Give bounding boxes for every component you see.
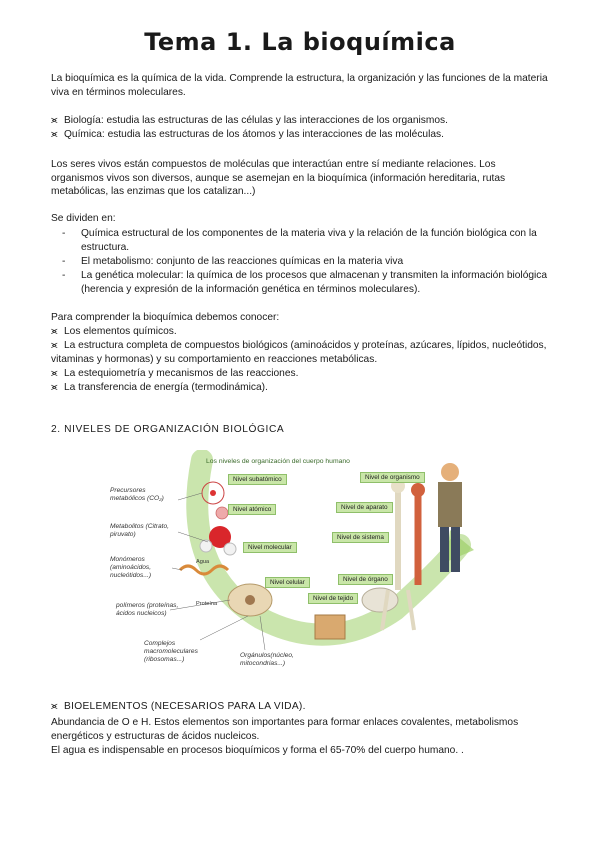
bullet-icon: ⪤ xyxy=(51,368,58,379)
composition-paragraph: Los seres vivos están compuestos de moléculas que interactúan entre sí mediante relaciones. Los organismos vivos son diversos, aunque se asemejan en la bioquímica (información hereditaria, rutas metabólicas, las enzimas que los catalizan...) xyxy=(51,159,506,198)
label-monomeros: Monómeros (aminoácidos, nucleótidos...) xyxy=(110,556,152,579)
level-molecular: Nivel molecular xyxy=(243,542,297,553)
level-subatomic: Nivel subatómico xyxy=(228,474,287,485)
knowledge-item: ⪤ Los elementos químicos. xyxy=(51,326,177,337)
branch-item: ⪤ Biología: estudia las estructuras de las células y las interacciones de los organismos. xyxy=(51,115,448,126)
label-precursores: Precursores metabólicos (CO₂) xyxy=(110,487,164,502)
level-apparatus: Nivel de aparato xyxy=(336,502,393,513)
label-organulos: Orgánulos(núcleo, mitocondrias...) xyxy=(240,652,294,667)
level-tissue: Nivel de tejido xyxy=(308,593,358,604)
label-polimeros: polímeros (proteínas, ácidos nucleicos) xyxy=(116,602,179,617)
branch-item: ⪤ Química: estudia las estructuras de los átomos y las interacciones de las moléculas. xyxy=(51,129,444,140)
bullet-icon: ⪤ xyxy=(51,340,58,351)
bullet-icon: ⪤ xyxy=(51,115,58,126)
page-title: Tema 1. La bioquímica xyxy=(144,28,456,56)
label-proteina: Proteína xyxy=(196,601,218,607)
label-complejos: Complejos macromoleculares (ribosomas...) xyxy=(144,640,198,663)
level-system: Nivel de sistema xyxy=(332,532,389,543)
bullet-icon: ⪤ xyxy=(51,129,58,140)
division-item: - La genética molecular: la química de los procesos que almacenan y transmiten la información biológica (herencia y expresión de la información genética en términos moleculares). xyxy=(62,270,548,295)
level-organ: Nivel de órgano xyxy=(338,574,393,585)
division-item: - Química estructural de los componentes de la materia viva y la relación de la función biológica con la estructura. xyxy=(62,228,537,253)
section-heading: 2. NIVELES DE ORGANIZACIÓN BIOLÓGICA xyxy=(51,424,285,435)
figure-heading: Los niveles de organización del cuerpo humano xyxy=(206,458,350,465)
intro-paragraph: La bioquímica es la química de la vida. Comprende la estructura, la organización y las funciones de la materia viva en términos moleculares. xyxy=(51,73,548,98)
bioelements-heading: ⪤ BIOELEMENTOS (NECESARIOS PARA LA VIDA). xyxy=(51,701,306,712)
knowledge-item: ⪤ La estequiometría y mecanismos de las reacciones. xyxy=(51,368,299,379)
bullet-icon: ⪤ xyxy=(51,701,58,712)
level-cellular: Nivel celular xyxy=(265,577,310,588)
divide-intro: Se dividen en: xyxy=(51,213,116,224)
level-organism: Nivel de organismo xyxy=(360,472,425,483)
bioelements-paragraph: Abundancia de O e H. Estos elementos son importantes para formar enlaces covalentes, metabolismos energéticos y estructuras de ácidos nucleicos. xyxy=(51,717,519,742)
bullet-icon: ⪤ xyxy=(51,326,58,337)
label-agua: Agua xyxy=(196,559,210,565)
label-metabolitos: Metabolitos (Citrato, piruvato) xyxy=(110,523,169,538)
level-atomic: Nivel atómico xyxy=(228,504,276,515)
knowledge-item: ⪤ La transferencia de energía (termodinámica). xyxy=(51,382,268,393)
knowledge-intro: Para comprender la bioquímica debemos conocer: xyxy=(51,312,280,323)
knowledge-item: ⪤ La estructura completa de compuestos biológicos (aminoácidos y proteínas, azúcares, lípidos, nucleótidos, vitaminas y hormonas) y su comportamiento en reacciones metabólicas. xyxy=(51,340,547,365)
bullet-icon: ⪤ xyxy=(51,382,58,393)
water-paragraph: El agua es indispensable en procesos bioquímicos y forma el 65-70% del cuerpo humano. . xyxy=(51,745,464,756)
organization-levels-figure xyxy=(110,450,482,675)
division-item: - El metabolismo: conjunto de las reacciones químicas en la materia viva xyxy=(62,256,404,267)
